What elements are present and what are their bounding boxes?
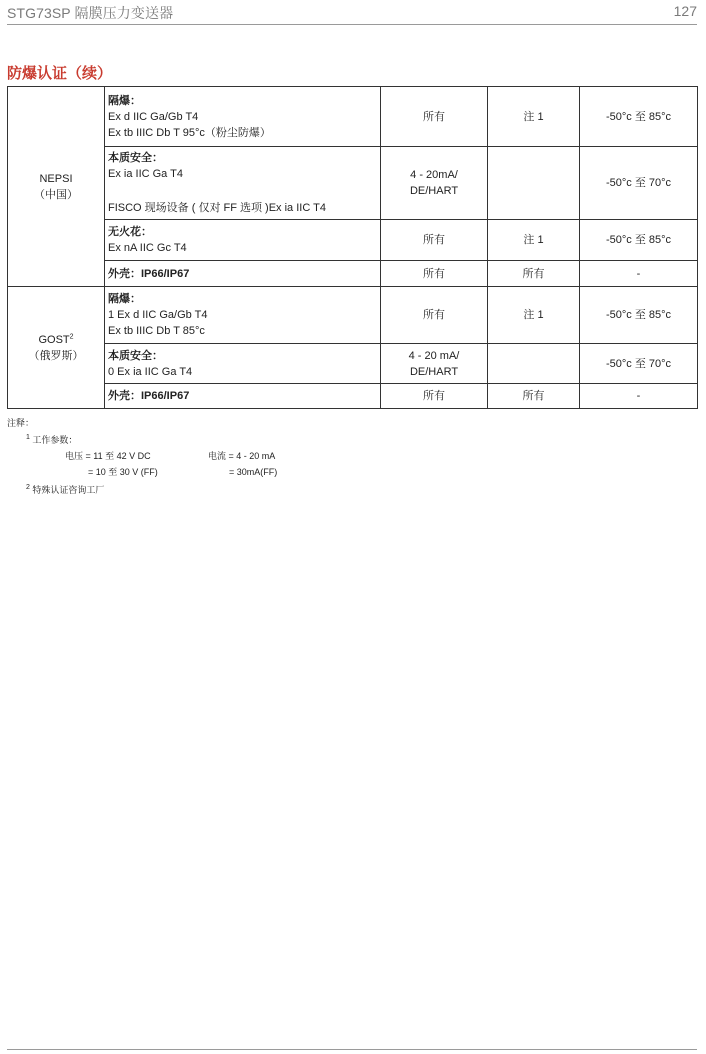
temperature-cell: -50°c 至 85°c — [580, 287, 698, 344]
notes-title: 注释： — [7, 418, 35, 428]
temperature-cell: - — [580, 384, 698, 409]
cert-line: Ex tb IIIC Db T 95°c（粉尘防爆） — [108, 126, 271, 139]
cert-type-label: 外壳：IP66/IP67 — [108, 267, 190, 280]
table-row — [8, 220, 698, 261]
entity-cell: 所有 — [381, 261, 488, 287]
document-title: STG73SP 隔膜压力变送器 — [7, 5, 174, 21]
table-row — [8, 147, 698, 220]
note-1 — [26, 432, 77, 448]
footnote-mark: 2 — [26, 484, 30, 491]
voltage-spec-ff: = 10 至 30 V (FF) — [88, 467, 158, 477]
note-2 — [26, 482, 104, 498]
cert-type-label: 外壳：IP66/IP67 — [108, 390, 190, 402]
temperature-cell: -50°c 至 70°c — [580, 147, 698, 220]
current-spec: 电流 = 4 - 20 mA — [208, 451, 276, 461]
cert-type-label: 隔爆： — [108, 293, 141, 305]
cert-line: 0 Ex ia IIC Ga T4 — [108, 365, 193, 378]
footer-divider — [7, 1049, 697, 1050]
footnote-mark: 2 — [69, 332, 74, 340]
cert-line: Ex nA IIC Gc T4 — [108, 242, 187, 254]
table-row — [8, 87, 698, 147]
table-row — [8, 384, 698, 409]
note-cell — [488, 344, 580, 384]
cert-cell — [105, 344, 381, 384]
entity-cell: 所有 — [381, 220, 488, 261]
certification-table — [7, 86, 698, 409]
entity-cell: 4 - 20mA/ DE/HART — [381, 147, 488, 220]
temperature-cell: -50°c 至 70°c — [580, 344, 698, 384]
note-cell — [488, 147, 580, 220]
cert-type-label: 本质安全： — [108, 349, 163, 362]
entity-cell: 4 - 20 mA/ DE/HART — [381, 344, 488, 384]
cert-cell — [105, 287, 381, 344]
org-country: （俄罗斯） — [28, 349, 84, 362]
cert-cell — [105, 147, 381, 220]
note-2-text: 特殊认证咨询工厂 — [32, 485, 105, 495]
org-country: （中国） — [34, 188, 78, 201]
cert-line: 1 Ex d IIC Ga/Gb T4 — [108, 309, 208, 321]
note-cell: 所有 — [488, 261, 580, 287]
note-cell: 注 1 — [488, 87, 580, 147]
org-cell-nepsi — [8, 87, 105, 287]
cert-type-label: 无火花： — [108, 226, 152, 238]
note-cell: 所有 — [488, 384, 580, 409]
temperature-cell: - — [580, 261, 698, 287]
cert-cell — [105, 87, 381, 147]
temperature-cell: -50°c 至 85°c — [580, 87, 698, 147]
entity-cell: 所有 — [381, 384, 488, 409]
page-header — [7, 2, 697, 25]
entity-cell: 所有 — [381, 287, 488, 344]
note-cell: 注 1 — [488, 220, 580, 261]
cert-line: Ex tb IIIC Db T 85°c — [108, 325, 205, 337]
cert-line: FISCO 现场设备 ( 仅对 FF 选项 )Ex ia IIC T4 — [108, 202, 326, 214]
footnote-mark: 1 — [26, 434, 30, 441]
page-number: 127 — [673, 3, 697, 19]
org-name: NEPSI — [39, 172, 73, 185]
table-row — [8, 287, 698, 344]
org-name: GOST$^2$ — [38, 332, 74, 346]
current-spec-ff: = 30mA(FF) — [229, 467, 278, 477]
section-title: 防爆认证（续） — [7, 65, 113, 82]
cert-line: Ex ia IIC Ga T4 — [108, 168, 183, 180]
cert-type-label: 隔爆： — [108, 94, 141, 107]
cert-line: Ex d IIC Ga/Gb T4 — [108, 110, 199, 123]
temperature-cell: -50°c 至 85°c — [580, 220, 698, 261]
org-cell-gost — [8, 287, 105, 409]
note-1-text: 工作参数： — [32, 435, 78, 445]
cert-type-label: 本质安全： — [108, 152, 163, 164]
entity-cell: 所有 — [381, 87, 488, 147]
cert-cell — [105, 220, 381, 261]
table-row — [8, 344, 698, 384]
cert-cell — [105, 261, 381, 287]
table-row — [8, 261, 698, 287]
cert-spacer — [108, 182, 380, 200]
voltage-spec: 电压 = 11 至 42 V DC — [65, 451, 151, 461]
cert-cell — [105, 384, 381, 409]
note-cell: 注 1 — [488, 287, 580, 344]
